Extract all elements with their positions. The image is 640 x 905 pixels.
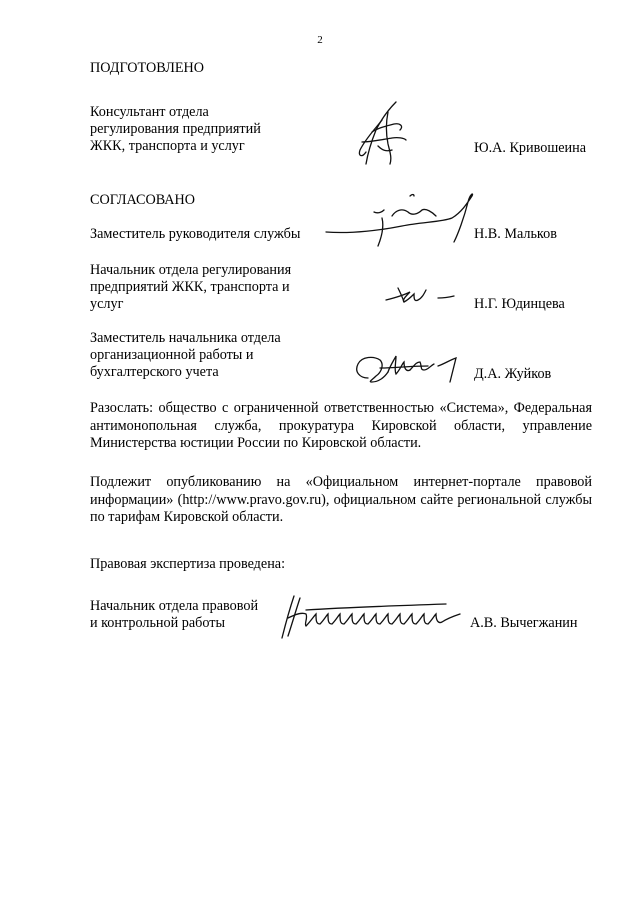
prepared-position-line: ЖКК, транспорта и услуг bbox=[90, 138, 245, 154]
agreed-position-line: Заместитель руководителя службы bbox=[90, 226, 301, 242]
publication-paragraph: Подлежит опубликованию на «Официальном интернет-портале правовой информации» (http://www.pravo.gov.ru), официальном сайте региональной службы по тарифам Кировской области. bbox=[90, 474, 592, 525]
agreed-name: Н.В. Мальков bbox=[474, 226, 557, 242]
agreed-position-line: услуг bbox=[90, 296, 124, 312]
agreed-name: Н.Г. Юдинцева bbox=[474, 296, 565, 312]
legal-review-position-line: и контрольной работы bbox=[90, 615, 225, 631]
legal-review-position-line: Начальник отдела правовой bbox=[90, 598, 259, 614]
agreed-heading: СОГЛАСОВАНО bbox=[90, 192, 196, 208]
signature-malkov bbox=[322, 188, 482, 252]
prepared-position-line: Консультант отдела bbox=[90, 104, 209, 120]
agreed-position-line: Заместитель начальника отдела bbox=[90, 330, 281, 346]
prepared-name: Ю.А. Кривошеина bbox=[474, 140, 587, 156]
agreed-position-line: предприятий ЖКК, транспорта и bbox=[90, 279, 290, 295]
agreed-name: Д.А. Жуйков bbox=[474, 366, 552, 382]
distribution-paragraph: Разослать: общество с ограниченной ответственностью «Система», Федеральная антимонопольная служба, прокуратура Кировской области, управление Министерства юстиции России по Кировской области. bbox=[90, 400, 592, 451]
legal-review-heading: Правовая экспертиза проведена: bbox=[90, 556, 286, 572]
signature-krivosheina bbox=[352, 98, 412, 170]
legal-review-name: А.В. Вычегжанин bbox=[470, 615, 578, 631]
prepared-heading: ПОДГОТОВЛЕНО bbox=[90, 60, 204, 76]
signature-vychegzhanin bbox=[276, 592, 466, 642]
signature-zhuikov bbox=[350, 348, 462, 390]
prepared-position-line: регулирования предприятий bbox=[90, 121, 261, 137]
agreed-position-line: бухгалтерского учета bbox=[90, 364, 219, 380]
agreed-position-line: организационной работы и bbox=[90, 347, 254, 363]
agreed-position-line: Начальник отдела регулирования bbox=[90, 262, 292, 278]
signature-yudintseva bbox=[384, 282, 456, 312]
page-number: 2 bbox=[317, 34, 323, 46]
